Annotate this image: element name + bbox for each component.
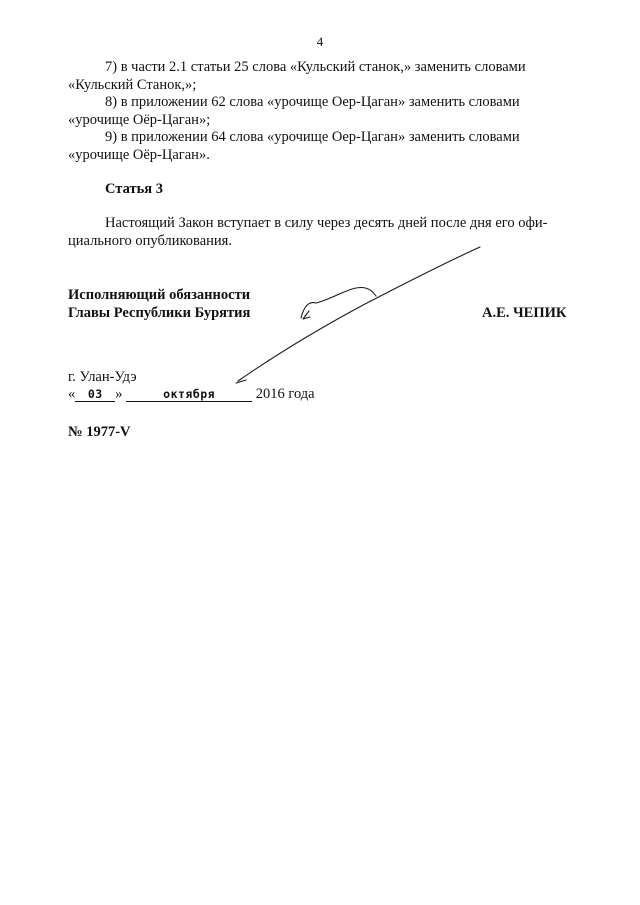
signing-date (68, 386, 315, 403)
amendment-item-9-line1: 9) в приложении 64 слова «урочище Оер-Цаган» заменить словами (105, 129, 520, 145)
signatory-name: А.Е. ЧЕПИК (482, 305, 567, 321)
date-open-quote: « (68, 386, 76, 402)
signature-hook-stroke (303, 311, 310, 319)
date-year: 2016 года (255, 386, 315, 402)
signature-tail-stroke (236, 380, 246, 383)
amendment-item-8-line1: 8) в приложении 62 слова «урочище Оер-Цаган» заменить словами (105, 94, 520, 110)
document-number: № 1977-V (68, 424, 131, 440)
date-day: 03 (75, 387, 115, 402)
date-month: октября (126, 387, 252, 402)
signatory-title-line2: Главы Республики Бурятия (68, 305, 251, 321)
article-text-line2: циального опубликования. (68, 232, 232, 249)
article-heading: Статья 3 (105, 181, 163, 197)
amendment-item-7-line1: 7) в части 2.1 статьи 25 слова «Кульский станок,» заменить словами (105, 59, 526, 75)
article-text-line1: Настоящий Закон вступает в силу через десять дней после дня его офи- (105, 215, 548, 231)
amendment-item-9-line2: «урочище Оёр-Цаган». (68, 146, 210, 163)
place-of-signing: г. Улан-Удэ (68, 369, 137, 385)
page-number: 4 (316, 34, 324, 49)
signature-long-stroke (238, 247, 480, 381)
amendment-item-7-line2: «Кульский Станок,»; (68, 76, 197, 93)
signatory-title-line1: Исполняющий обязанности (68, 287, 251, 303)
signature-loop-stroke (301, 287, 376, 318)
amendment-item-8-line2: «урочище Оёр-Цаган»; (68, 111, 211, 128)
date-close-quote: » (115, 386, 123, 402)
